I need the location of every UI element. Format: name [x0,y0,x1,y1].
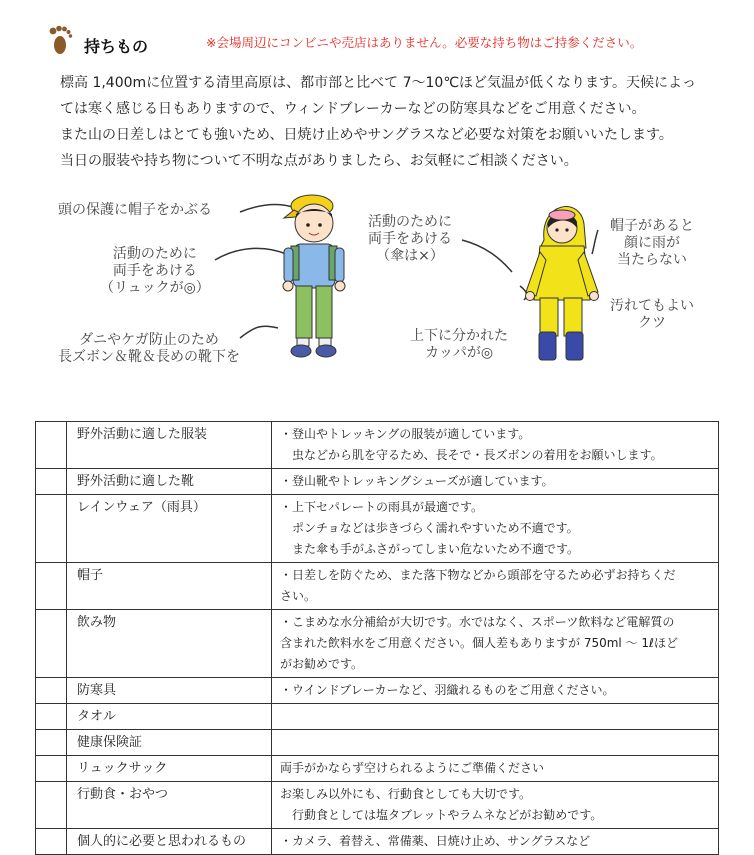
footprint-icon [46,24,76,56]
table-row [36,610,719,678]
table-row [36,829,719,855]
label-line: ダニやケガ防止のため [79,332,219,348]
item-note-line: 含まれた飲料水をご用意ください。個人差もありますが 750ml ～ 1ℓほど [280,636,678,650]
label-line: 両手をあける [368,231,452,247]
checkbox-cell [36,704,67,730]
item-note-line: ・ウインドブレーカーなど、羽織れるものをご用意ください。 [280,683,615,697]
item-note-line: がお勧めです。 [280,657,364,671]
item-note-cell [272,730,719,756]
item-note-line: また傘も手がふさがってしまい危ないため不適です。 [280,542,580,556]
checkbox-cell [36,469,67,495]
leader-line [592,230,598,254]
intro-line: 当日の服装や持ち物について不明な点がありましたら、お気軽にご相談ください。 [60,153,578,169]
intro-line: 標高 1,400mに位置する清里高原は、都市部と比べて 7～10℃ほど気温が低くなります。天候によっ [60,75,696,91]
label-hat: 頭の保護に帽子をかぶる [58,202,212,218]
items-table-body [36,422,719,855]
label-line: 顔に雨が [624,235,680,251]
checkbox-cell [36,782,67,829]
item-note-line: 両手がかならず空けられるようにご準備ください [280,761,545,775]
item-note-cell [272,495,719,563]
table-row [36,730,719,756]
item-note-line: ・こまめな水分補給が大切です。水ではなく、スポーツ飲料など電解質の [280,615,675,629]
item-note-line: 虫などから肌を守るため、長そで・長ズボンの着用をお願いします。 [280,448,663,462]
item-note-cell [272,678,719,704]
item-name-cell: 防寒具 [67,678,272,704]
checkbox-cell [36,422,67,469]
item-note-cell [272,756,719,782]
item-note-line: お楽しみ以外にも、行動食としても大切です。 [280,787,532,801]
label-line: 長ズボン＆靴＆長めの靴下を [58,349,240,365]
label-line: 帽子があると [610,218,694,234]
item-note-cell [272,782,719,829]
clothing-illustration [50,188,730,378]
item-name-cell: 健康保険証 [67,730,272,756]
item-note-cell [272,829,719,855]
item-note-cell [272,704,719,730]
checkbox-cell [36,829,67,855]
item-note-cell [272,422,719,469]
checkbox-cell [36,756,67,782]
label-line: カッパが◎ [424,345,494,361]
table-row [36,469,719,495]
item-note-line: さい。 [280,589,317,603]
label-line: （傘は×） [376,248,444,264]
item-name-cell: 行動食・おやつ [67,782,272,829]
label-pants [58,332,240,366]
leader-line [462,240,512,272]
item-note-line: ・登山靴やトレッキングシューズが適しています。 [280,474,554,488]
checkbox-cell [36,610,67,678]
item-note-line: ・カメラ、着替え、常備薬、日焼け止め、サングラスなど [280,834,591,848]
item-note-cell [272,610,719,678]
section-title: 持ちもの [84,37,149,56]
intro-line: また山の日差しはとても強いため、日焼け止めやサングラスなど必要な対策をお願いいたします。 [60,127,673,143]
table-row [36,678,719,704]
table-row [36,422,719,469]
checkbox-cell [36,495,67,563]
label-line: 両手をあける [112,263,197,279]
item-name-cell: 帽子 [67,563,272,610]
table-row [36,495,719,563]
label-hands-right [368,214,452,265]
item-note-line: ・登山やトレッキングの服装が適しています。 [280,427,531,441]
table-row [36,563,719,610]
leader-line [240,326,278,338]
table-row [36,756,719,782]
item-note-line: ・日差しを防ぐため、また落下物などから頭部を守るため必ずお持ちくだ [280,568,676,582]
label-line: 当たらない [617,252,687,268]
checkbox-cell [36,730,67,756]
label-line: （リュックが◎） [100,280,210,296]
item-note-line: ・上下セパレートの雨具が最適です。 [280,500,484,514]
label-line: 活動のために [112,246,197,262]
table-row [36,782,719,829]
label-line: クツ [638,315,666,331]
intro-line: ては寒く感じる日もありますので、ウィンドブレーカーなどの防寒具などをご用意ください。 [60,101,646,117]
item-name-cell: 野外活動に適した服装 [67,422,272,469]
leader-line [215,248,286,260]
boy-figure [283,195,345,357]
item-name-cell: 野外活動に適した靴 [67,469,272,495]
checkbox-cell [36,678,67,704]
table-row [36,704,719,730]
label-rainwear [410,328,508,362]
label-shoes [610,298,694,332]
intro-text [60,70,720,174]
notice-text: ※会場周辺にコンビニや売店はありません。必要な持ち物はご持参ください。 [206,35,643,50]
item-name-cell: リュックサック [67,756,272,782]
items-table [35,421,719,855]
girl-raincoat-figure [526,207,599,360]
section-header [46,24,746,58]
item-name-cell: 飲み物 [67,610,272,678]
checkbox-cell [36,563,67,610]
label-line: 上下に分かれた [410,328,508,344]
label-hands-left [100,246,210,297]
item-note-cell [272,563,719,610]
item-note-line: ポンチョなどは歩きづらく濡れやすいため不適です。 [280,521,579,535]
item-name-cell: レインウェア（雨具） [67,495,272,563]
label-hat-rain [610,218,694,269]
item-note-line: 行動食としては塩タブレットやラムネなどがお勧めです。 [280,808,603,822]
label-line: 汚れてもよい [610,298,694,314]
item-name-cell: タオル [67,704,272,730]
item-note-cell [272,469,719,495]
item-name-cell: 個人的に必要と思われるもの [67,829,272,855]
label-line: 活動のために [368,214,452,230]
